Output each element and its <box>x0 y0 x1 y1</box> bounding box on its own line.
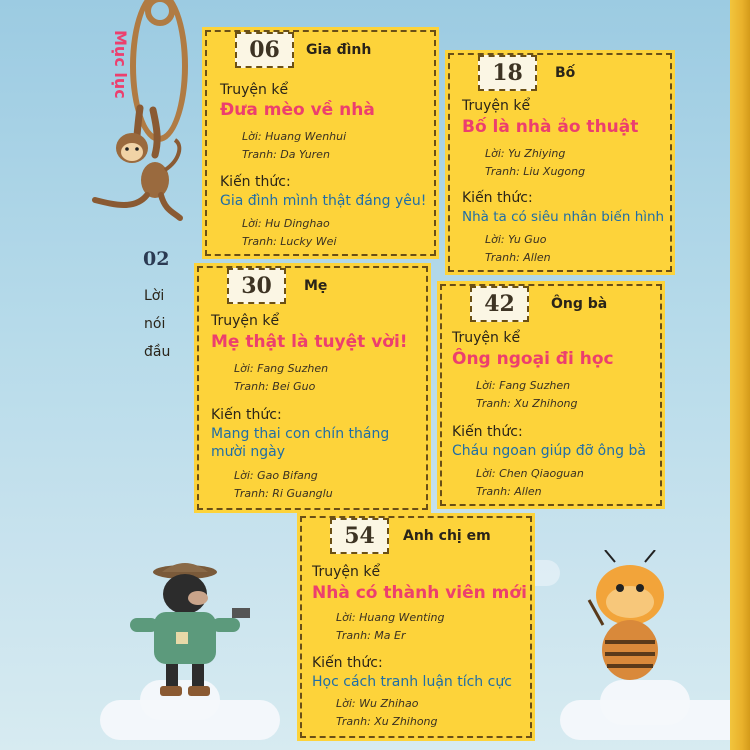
knowledge-label: Kiến thức: <box>211 407 282 423</box>
story-author: Lời: Fang Suzhen <box>476 379 571 392</box>
story-artist: Tranh: Liu Xugong <box>485 165 586 178</box>
topic-label: Ông bà <box>551 296 608 312</box>
page-number: 42 <box>470 286 529 322</box>
story-author: Lời: Huang Wenting <box>336 611 445 624</box>
contents-title: Mục lục <box>111 30 130 99</box>
topic-label: Mẹ <box>304 278 328 294</box>
knowledge-title: Nhà ta có siêu nhân biến hình <box>462 209 665 225</box>
page-number: 06 <box>235 32 294 68</box>
intro-word: đầu <box>144 344 171 360</box>
story-author: Lời: Fang Suzhen <box>234 362 329 375</box>
knowledge-title: Cháu ngoan giúp đỡ ông bà <box>452 443 646 459</box>
knowledge-author: Lời: Gao Bifang <box>234 469 318 482</box>
intro-word: Lời <box>144 288 165 304</box>
monkey-illustration <box>85 100 185 230</box>
book-binding <box>730 0 750 750</box>
page-number: 30 <box>227 268 286 304</box>
topic-label: Bố <box>555 65 576 81</box>
contents-card-ong-ba[interactable] <box>440 284 662 506</box>
story-artist: Tranh: Xu Zhihong <box>476 397 578 410</box>
knowledge-title-line2: mười ngày <box>211 444 286 460</box>
knowledge-artist: Tranh: Allen <box>476 485 542 498</box>
knowledge-author: Lời: Chen Qiaoguan <box>476 467 584 480</box>
story-author: Lời: Huang Wenhui <box>242 130 347 143</box>
knowledge-artist: Tranh: Allen <box>485 251 551 264</box>
knowledge-artist: Tranh: Ri Guanglu <box>234 487 333 500</box>
story-label: Truyện kể <box>462 98 531 114</box>
story-artist: Tranh: Bei Guo <box>234 380 316 393</box>
story-label: Truyện kể <box>312 564 381 580</box>
knowledge-author: Lời: Yu Guo <box>485 233 547 246</box>
story-artist: Tranh: Da Yuren <box>242 148 330 161</box>
knowledge-label: Kiến thức: <box>462 190 533 206</box>
knowledge-title: Gia đình mình thật đáng yêu! <box>220 193 427 209</box>
page-number: 54 <box>330 518 389 554</box>
story-label: Truyện kể <box>220 82 289 98</box>
knowledge-label: Kiến thức: <box>312 655 383 671</box>
page-number: 18 <box>478 55 537 91</box>
topic-label: Gia đình <box>306 42 372 58</box>
knowledge-author: Lời: Hu Dinghao <box>242 217 330 230</box>
knowledge-label: Kiến thức: <box>220 174 291 190</box>
knowledge-artist: Tranh: Lucky Wei <box>242 235 337 248</box>
intro-page-number: 02 <box>143 248 170 270</box>
story-label: Truyện kể <box>211 313 280 329</box>
knowledge-artist: Tranh: Xu Zhihong <box>336 715 438 728</box>
mole-detective-illustration <box>110 560 260 710</box>
knowledge-author: Lời: Wu Zhihao <box>336 697 419 710</box>
story-title: Ông ngoại đi học <box>452 349 614 369</box>
story-title: Bố là nhà ảo thuật <box>462 117 639 137</box>
topic-label: Anh chị em <box>403 528 491 544</box>
story-artist: Tranh: Ma Er <box>336 629 406 642</box>
intro-word: nói <box>144 316 166 332</box>
knowledge-label: Kiến thức: <box>452 424 523 440</box>
story-title: Đưa mèo về nhà <box>220 100 375 120</box>
contents-card-gia-dinh[interactable] <box>205 30 436 256</box>
contents-card-anh-chi-em[interactable] <box>300 516 532 738</box>
contents-card-bo[interactable] <box>448 53 672 272</box>
knowledge-title: Học cách tranh luận tích cực <box>312 674 512 690</box>
contents-card-me[interactable] <box>197 266 428 510</box>
story-title: Mẹ thật là tuyệt vời! <box>211 332 408 352</box>
knowledge-title: Mang thai con chín tháng <box>211 426 390 442</box>
bug-illustration <box>575 550 685 710</box>
story-label: Truyện kể <box>452 330 521 346</box>
story-author: Lời: Yu Zhiying <box>485 147 566 160</box>
story-title: Nhà có thành viên mới <box>312 583 527 603</box>
